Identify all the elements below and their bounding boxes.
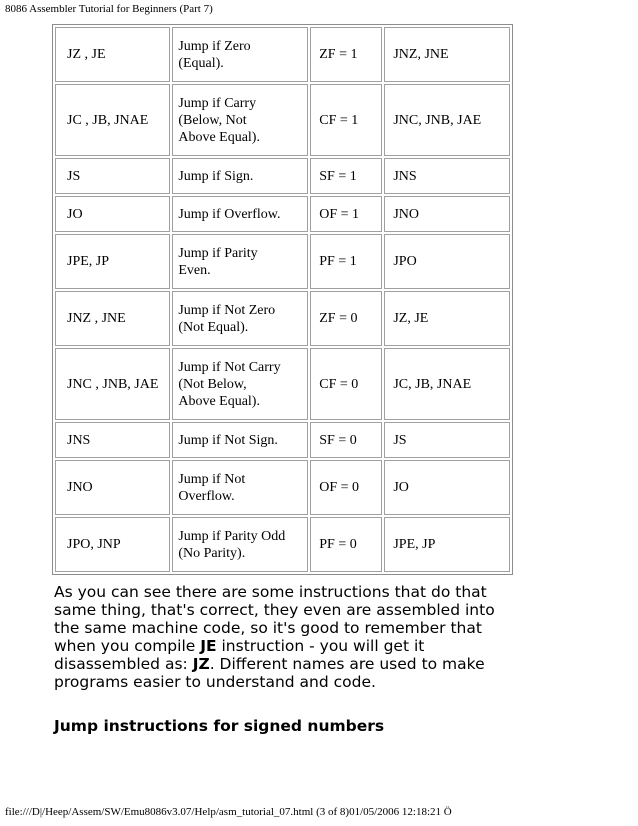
- description-line: Jump if Carry: [178, 95, 257, 111]
- opposite-instruction-cell: JNO: [384, 196, 510, 232]
- condition-cell: SF = 1: [310, 158, 382, 194]
- table-row: [55, 348, 510, 420]
- opposite-instruction-cell: JO: [384, 460, 510, 515]
- opposite-instruction-cell: JNS: [384, 158, 510, 194]
- description-cell: [172, 158, 308, 194]
- description-line: Jump if Not: [178, 471, 246, 487]
- opposite-instruction-cell: JNZ, JNE: [384, 27, 510, 82]
- description-line: Above Equal).: [178, 129, 260, 145]
- description-cell: [172, 196, 308, 232]
- section-heading: Jump instructions for signed numbers: [54, 717, 385, 735]
- instruction-cell: JZ , JE: [55, 27, 170, 82]
- table-row: [55, 517, 510, 572]
- instruction-cell: JO: [55, 196, 170, 232]
- description-line: Above Equal).: [178, 393, 260, 409]
- instruction-cell: JNC , JNB, JAE: [55, 348, 170, 420]
- condition-cell: ZF = 1: [310, 27, 382, 82]
- table-row: [55, 158, 510, 194]
- description-cell: [172, 84, 308, 156]
- description-cell: [172, 422, 308, 458]
- description-cell: [172, 517, 308, 572]
- table-row: [55, 84, 510, 156]
- description-line: (Not Equal).: [178, 319, 249, 335]
- opposite-instruction-cell: JPO: [384, 234, 510, 289]
- explanation-paragraph: [54, 583, 524, 691]
- instruction-cell: JNS: [55, 422, 170, 458]
- table-row: [55, 196, 510, 232]
- description-line: (Below, Not: [178, 112, 247, 128]
- description-line: (No Parity).: [178, 545, 246, 561]
- table-body: [55, 27, 510, 572]
- description-line: Jump if Zero: [178, 38, 251, 54]
- condition-cell: OF = 1: [310, 196, 382, 232]
- page-header: 8086 Assembler Tutorial for Beginners (Part 7): [5, 3, 213, 15]
- condition-cell: PF = 1: [310, 234, 382, 289]
- jump-instructions-table: [52, 24, 513, 575]
- table-row: [55, 460, 510, 515]
- description-cell: [172, 348, 308, 420]
- table-row: [55, 27, 510, 82]
- jz-keyword: JZ: [192, 655, 210, 673]
- instruction-cell: JC , JB, JNAE: [55, 84, 170, 156]
- opposite-instruction-cell: JC, JB, JNAE: [384, 348, 510, 420]
- table-row: [55, 291, 510, 346]
- instruction-cell: JS: [55, 158, 170, 194]
- description-line: Overflow.: [178, 488, 235, 504]
- paragraph-text-1: As you can see there are some instructions that do that same thing, that's correct, they even are assembled into the same machine code, so it's good to remember that when you compile: [54, 583, 495, 655]
- description-line: Even.: [178, 262, 211, 278]
- description-line: Jump if Not Sign.: [178, 432, 278, 448]
- condition-cell: ZF = 0: [310, 291, 382, 346]
- condition-cell: PF = 0: [310, 517, 382, 572]
- description-cell: [172, 234, 308, 289]
- opposite-instruction-cell: JPE, JP: [384, 517, 510, 572]
- description-line: Jump if Parity Odd: [178, 528, 286, 544]
- condition-cell: CF = 0: [310, 348, 382, 420]
- condition-cell: CF = 1: [310, 84, 382, 156]
- instruction-cell: JPE, JP: [55, 234, 170, 289]
- instruction-cell: JNZ , JNE: [55, 291, 170, 346]
- description-cell: [172, 460, 308, 515]
- opposite-instruction-cell: JZ, JE: [384, 291, 510, 346]
- description-cell: [172, 27, 308, 82]
- instruction-cell: JPO, JNP: [55, 517, 170, 572]
- description-line: Jump if Sign.: [178, 168, 254, 184]
- description-line: Jump if Overflow.: [178, 206, 281, 222]
- opposite-instruction-cell: JS: [384, 422, 510, 458]
- opposite-instruction-cell: JNC, JNB, JAE: [384, 84, 510, 156]
- paragraph-text-3: . Different names are used to make programs easier to understand and code.: [54, 655, 485, 691]
- je-keyword: JE: [200, 637, 217, 655]
- condition-cell: SF = 0: [310, 422, 382, 458]
- paragraph-text-2: instruction - you will get it disassembled as:: [54, 637, 425, 673]
- page-footer: file:///D|/Heep/Assem/SW/Emu8086v3.07/Help/asm_tutorial_07.html (3 of 8)01/05/2006 12:18:21 Ö: [5, 806, 452, 818]
- description-line: Jump if Parity: [178, 245, 258, 261]
- table-row: [55, 234, 510, 289]
- table-row: [55, 422, 510, 458]
- description-line: (Not Below,: [178, 376, 247, 392]
- instruction-cell: JNO: [55, 460, 170, 515]
- description-line: Jump if Not Zero: [178, 302, 276, 318]
- condition-cell: OF = 0: [310, 460, 382, 515]
- description-line: (Equal).: [178, 55, 224, 71]
- description-cell: [172, 291, 308, 346]
- description-line: Jump if Not Carry: [178, 359, 281, 375]
